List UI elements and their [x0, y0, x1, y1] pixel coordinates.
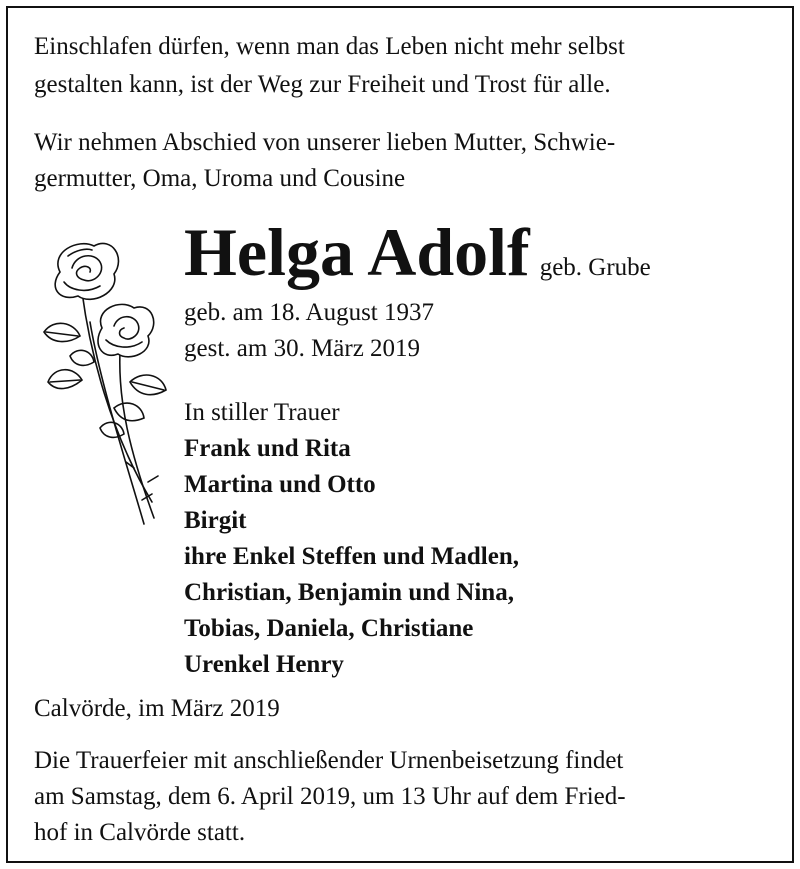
maiden-name: geb. Grube — [539, 254, 651, 281]
deceased-name: Helga Adolf — [184, 214, 530, 290]
mourner-line: ihre Enkel Steffen und Madlen, — [184, 543, 519, 570]
mourner-line: Tobias, Daniela, Christiane — [184, 615, 474, 642]
mourner-line: Martina und Otto — [184, 471, 376, 498]
death-date: gest. am 30. März 2019 — [184, 335, 421, 362]
deceased-name-block — [184, 214, 651, 290]
mourner-line: Urenkel Henry — [184, 651, 344, 678]
intro-line-2: germutter, Oma, Uroma und Cousine — [34, 165, 406, 192]
mourner-line: Christian, Benjamin und Nina, — [184, 579, 514, 606]
mourner-line: Frank und Rita — [184, 435, 351, 462]
ceremony-line-3: hof in Calvörde statt. — [34, 819, 246, 846]
rose-icon — [30, 232, 170, 532]
ceremony-line-2: am Samstag, dem 6. April 2019, um 13 Uhr auf dem Fried- — [34, 783, 626, 810]
motto-line-1: Einschlafen dürfen, wenn man das Leben nicht mehr selbst — [34, 33, 625, 60]
born-date: geb. am 18. August 1937 — [184, 299, 434, 326]
intro-line-1: Wir nehmen Abschied von unserer lieben Mutter, Schwie- — [34, 129, 616, 156]
ceremony-line-1: Die Trauerfeier mit anschließender Urnenbeisetzung findet — [34, 747, 624, 774]
mourner-line: Birgit — [184, 507, 247, 534]
mourning-heading: In stiller Trauer — [184, 399, 340, 426]
motto-line-2: gestalten kann, ist der Weg zur Freiheit und Trost für alle. — [34, 71, 611, 98]
obituary-notice — [6, 6, 794, 863]
place-date: Calvörde, im März 2019 — [34, 695, 280, 722]
